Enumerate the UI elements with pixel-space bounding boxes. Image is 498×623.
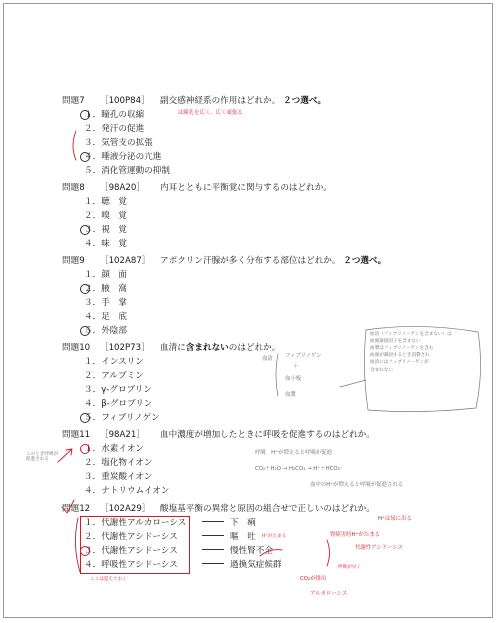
option-right: 嘔 吐 bbox=[230, 532, 256, 542]
question-text: 血清に bbox=[160, 343, 186, 353]
red-box-mark bbox=[80, 516, 190, 574]
q10-option-5: ５．フィブリノゲン bbox=[84, 413, 160, 423]
question-code: ［98A20］ bbox=[100, 183, 145, 193]
question-text: 酸塩基平衡の異常と原因の組合せで正しいのはどれか。 bbox=[160, 504, 375, 514]
question-code: ［100P84］ bbox=[100, 96, 150, 106]
q7-option-2: ２．発汗の促進 bbox=[84, 124, 145, 134]
question-emphasis: 含まれない bbox=[185, 343, 229, 353]
q10-option-1: １．インスリン bbox=[84, 357, 144, 367]
handwritten-note: ここは覚えておく bbox=[90, 577, 127, 582]
question-number: 問題9 bbox=[62, 256, 85, 266]
question-text: 血中濃度が増加したときに呼吸を促進するのはどれか。 bbox=[160, 430, 375, 440]
handwritten-note: は瞳孔を広く、広く頑張る bbox=[178, 110, 243, 116]
question-10-stem bbox=[62, 344, 280, 353]
q11-option-1: １．水素イオン bbox=[84, 444, 144, 454]
q9-option-5: ５．外陰部 bbox=[84, 326, 127, 336]
q9-option-3: ３．手 掌 bbox=[84, 298, 127, 308]
option-right: 慢性腎不全 bbox=[230, 546, 273, 556]
answer-circle-mark bbox=[80, 326, 90, 336]
question-code: ［102P73］ bbox=[100, 343, 150, 353]
q9-option-2: ２．腋 窩 bbox=[84, 284, 127, 294]
handwritten-line: 含まれない bbox=[370, 367, 393, 373]
option-right: 下 痢 bbox=[230, 518, 256, 528]
handwritten-note: 腎障害時H⁺がたまる bbox=[330, 532, 381, 538]
question-number: 問題10 bbox=[62, 343, 91, 353]
option-left: ４．呼吸性アシドーシス bbox=[84, 560, 178, 570]
handwritten-note: 血漿 bbox=[285, 392, 296, 398]
answer-circle-mark bbox=[80, 284, 90, 294]
handwritten-note: H⁺がたまる bbox=[262, 534, 287, 539]
q10-option-4: ４．β-グロブリン bbox=[84, 399, 153, 409]
handwritten-note: CO₂＋H₂O → H₂CO₃ → H⁺＋HCO₃⁻ bbox=[255, 466, 343, 472]
question-text: のはどれか。 bbox=[228, 343, 281, 353]
handwritten-note: ＋ bbox=[293, 364, 299, 370]
handwritten-note: フィブリノゲン bbox=[285, 353, 322, 359]
q8-option-2: ２．嗅 覚 bbox=[84, 211, 127, 221]
handwritten-note: アルカローシス bbox=[310, 591, 348, 597]
handwritten-note: 血清 bbox=[262, 356, 273, 362]
connector-line bbox=[202, 535, 224, 536]
handwritten-line: 血清にはフィブリノーゲンが bbox=[370, 360, 429, 366]
question-7-stem bbox=[62, 97, 326, 106]
option-left: １．代謝性アルカローシス bbox=[84, 518, 187, 528]
answer-circle-mark bbox=[80, 110, 90, 120]
connector-line bbox=[202, 549, 224, 550]
q8-option-1: １．聴 覚 bbox=[84, 197, 127, 207]
q10-option-2: ２．アルブミン bbox=[84, 371, 144, 381]
question-9-stem bbox=[62, 257, 386, 266]
handwritten-note: 呼吸が早く bbox=[338, 565, 361, 570]
answer-circle-mark bbox=[80, 413, 90, 423]
answer-circle-mark bbox=[80, 444, 90, 454]
question-text: 副交感神経系の作用はどれか。 bbox=[160, 96, 281, 106]
question-number: 問題11 bbox=[62, 430, 91, 440]
handwritten-note-box bbox=[370, 331, 452, 374]
question-text: アポクリン汗腺が多く分布する部位はどれか。 bbox=[160, 256, 341, 266]
connector-line bbox=[202, 521, 224, 522]
connector-line bbox=[202, 563, 224, 564]
q7-option-3: ３．気管支の拡張 bbox=[84, 138, 153, 148]
question-code: ［102A29］ bbox=[100, 504, 151, 514]
handwritten-line: 血清（フィブリノーゲンを含まない）は bbox=[370, 332, 452, 337]
handwritten-note: CO₂が排出 bbox=[300, 576, 327, 582]
question-number: 問題8 bbox=[62, 183, 85, 193]
handwritten-note: 呼吸 H⁺が増えると呼吸が促進 bbox=[255, 450, 332, 456]
q7-option-5: ５．消化管運動の抑制 bbox=[84, 166, 170, 176]
handwritten-line: 血漿はフィブリノーゲンを含む bbox=[370, 346, 434, 352]
q7-option-4: ４．唾液分泌の亢進 bbox=[84, 152, 162, 162]
q9-option-1: １．顔 面 bbox=[84, 270, 127, 280]
answer-circle-mark bbox=[80, 225, 90, 235]
q11-option-2: ２．塩化物イオン bbox=[84, 458, 153, 468]
question-emphasis: ２つ選べ。 bbox=[343, 256, 387, 266]
q10-option-3: ３．γ-グロブリン bbox=[84, 385, 152, 395]
question-8-stem bbox=[62, 184, 332, 193]
option-right: 過換気症候群 bbox=[230, 560, 282, 570]
q11-option-3: ３．重炭酸イオン bbox=[84, 472, 153, 482]
q8-option-4: ４．味 覚 bbox=[84, 239, 127, 249]
handwritten-note: H⁺は尿に出る bbox=[378, 516, 412, 522]
option-left: ２．代謝性アシドーシス bbox=[84, 532, 178, 542]
handwritten-note: 血中のH⁺が増えると呼吸が促進される bbox=[310, 482, 404, 488]
handwritten-note: 血小板 bbox=[285, 376, 302, 382]
handwritten-note: このとき呼吸が促進される bbox=[26, 452, 59, 463]
answer-circle-mark bbox=[80, 152, 90, 162]
handwritten-line: 血液が凝固するとき消費され bbox=[370, 353, 430, 359]
question-code: ［102A87］ bbox=[100, 256, 151, 266]
handwritten-note: 代謝性アシドーシス bbox=[355, 545, 404, 551]
question-text: 内耳とともに平衡覚に関与するのはどれか。 bbox=[160, 183, 332, 193]
answer-circle-mark bbox=[80, 546, 90, 556]
q8-option-3: ３．視 覚 bbox=[84, 225, 127, 235]
q11-option-4: ４．ナトリウムイオン bbox=[84, 486, 170, 496]
question-11-stem bbox=[62, 431, 375, 440]
question-code: ［98A21］ bbox=[100, 430, 145, 440]
question-12-stem bbox=[62, 505, 375, 514]
q7-option-1: １．瞳孔の収縮 bbox=[84, 110, 145, 120]
option-left: ３．代謝性アシドーシス bbox=[84, 546, 178, 556]
q9-option-4: ４．足 底 bbox=[84, 312, 127, 322]
question-number: 問題12 bbox=[62, 504, 91, 514]
question-emphasis: ２つ選べ。 bbox=[283, 96, 327, 106]
handwritten-line: 血液凝固因子を含まない bbox=[370, 339, 421, 345]
question-number: 問題7 bbox=[62, 96, 85, 106]
